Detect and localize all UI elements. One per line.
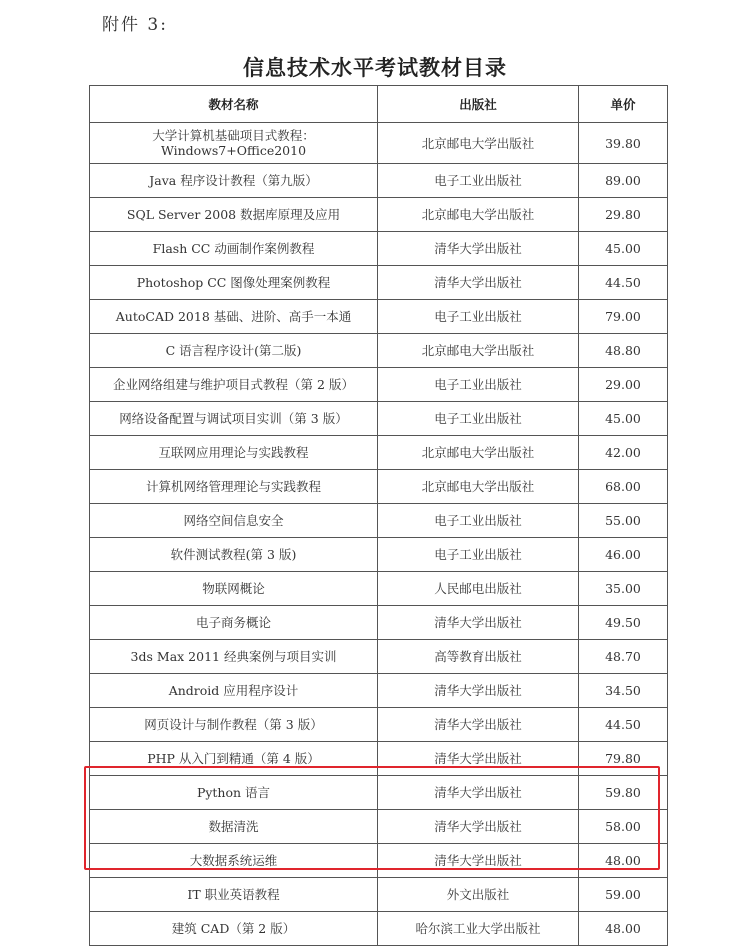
publisher-cell: 清华大学出版社: [378, 844, 579, 878]
publisher-cell: 高等教育出版社: [378, 640, 579, 674]
publisher-cell: 电子工业出版社: [378, 300, 579, 334]
publisher-cell: 电子工业出版社: [378, 504, 579, 538]
price-cell: 39.80: [579, 123, 668, 164]
price-cell: 79.80: [579, 742, 668, 776]
book-name-cell: 数据清洗: [90, 810, 378, 844]
price-cell: 45.00: [579, 232, 668, 266]
price-cell: 48.70: [579, 640, 668, 674]
book-name-cell: 企业网络组建与维护项目式教程（第 2 版）: [90, 368, 378, 402]
document-title: 信息技术水平考试教材目录: [243, 55, 507, 80]
price-cell: 42.00: [579, 436, 668, 470]
book-name-cell: Android 应用程序设计: [90, 674, 378, 708]
publisher-cell: 清华大学出版社: [378, 606, 579, 640]
price-cell: 79.00: [579, 300, 668, 334]
table-row: [90, 742, 668, 776]
table-row: [90, 334, 668, 368]
table-row: [90, 123, 668, 164]
publisher-cell: 北京邮电大学出版社: [378, 436, 579, 470]
publisher-cell: 外文出版社: [378, 878, 579, 912]
publisher-cell: 北京邮电大学出版社: [378, 334, 579, 368]
book-name-cell: 计算机网络管理理论与实践教程: [90, 470, 378, 504]
table-row: [90, 504, 668, 538]
publisher-cell: 清华大学出版社: [378, 266, 579, 300]
table-row: [90, 402, 668, 436]
table-row: [90, 198, 668, 232]
price-cell: 49.50: [579, 606, 668, 640]
book-name-cell: 物联网概论: [90, 572, 378, 606]
price-cell: 48.00: [579, 844, 668, 878]
book-name-cell: [90, 123, 378, 164]
publisher-cell: 清华大学出版社: [378, 776, 579, 810]
table-row: [90, 470, 668, 504]
price-cell: 45.00: [579, 402, 668, 436]
column-header-name: 教材名称: [90, 86, 378, 123]
book-name-cell: 建筑 CAD（第 2 版）: [90, 912, 378, 946]
publisher-cell: 北京邮电大学出版社: [378, 198, 579, 232]
publisher-cell: 清华大学出版社: [378, 742, 579, 776]
book-name-cell: 互联网应用理论与实践教程: [90, 436, 378, 470]
table-row: [90, 708, 668, 742]
price-cell: 44.50: [579, 708, 668, 742]
book-name-cell: C 语言程序设计(第二版): [90, 334, 378, 368]
table-row: [90, 640, 668, 674]
table-row: [90, 232, 668, 266]
table-row: [90, 606, 668, 640]
price-cell: 59.80: [579, 776, 668, 810]
publisher-cell: 人民邮电出版社: [378, 572, 579, 606]
book-name-line-1: 大学计算机基础项目式教程：: [152, 128, 315, 143]
book-name-cell: 电子商务概论: [90, 606, 378, 640]
publisher-cell: 清华大学出版社: [378, 708, 579, 742]
price-cell: 48.80: [579, 334, 668, 368]
book-name-cell: 大数据系统运维: [90, 844, 378, 878]
table-row: [90, 878, 668, 912]
textbook-catalog-table: [89, 85, 668, 946]
table-row-highlighted: [90, 810, 668, 844]
table-row: [90, 538, 668, 572]
price-cell: 34.50: [579, 674, 668, 708]
book-name-cell: PHP 从入门到精通（第 4 版）: [90, 742, 378, 776]
column-header-price: 单价: [579, 86, 668, 123]
publisher-cell: 电子工业出版社: [378, 164, 579, 198]
book-name-cell: Photoshop CC 图像处理案例教程: [90, 266, 378, 300]
price-cell: 46.00: [579, 538, 668, 572]
price-cell: 44.50: [579, 266, 668, 300]
book-name-cell: 3ds Max 2011 经典案例与项目实训: [90, 640, 378, 674]
book-name-cell: AutoCAD 2018 基础、进阶、高手一本通: [90, 300, 378, 334]
table-row: [90, 912, 668, 946]
price-cell: 35.00: [579, 572, 668, 606]
book-name-cell: 网页设计与制作教程（第 3 版）: [90, 708, 378, 742]
table-row-highlighted: [90, 844, 668, 878]
book-name-cell: 软件测试教程(第 3 版): [90, 538, 378, 572]
table-row: [90, 368, 668, 402]
price-cell: 58.00: [579, 810, 668, 844]
book-name-cell: Java 程序设计教程（第九版）: [90, 164, 378, 198]
table-row: [90, 164, 668, 198]
publisher-cell: 哈尔滨工业大学出版社: [378, 912, 579, 946]
table-row-highlighted: [90, 776, 668, 810]
price-cell: 89.00: [579, 164, 668, 198]
publisher-cell: 电子工业出版社: [378, 402, 579, 436]
book-name-cell: 网络空间信息安全: [90, 504, 378, 538]
book-name-cell: SQL Server 2008 数据库原理及应用: [90, 198, 378, 232]
price-cell: 29.80: [579, 198, 668, 232]
book-name-cell: Flash CC 动画制作案例教程: [90, 232, 378, 266]
publisher-cell: 电子工业出版社: [378, 368, 579, 402]
table-row: [90, 300, 668, 334]
price-cell: 48.00: [579, 912, 668, 946]
price-cell: 68.00: [579, 470, 668, 504]
price-cell: 59.00: [579, 878, 668, 912]
publisher-cell: 电子工业出版社: [378, 538, 579, 572]
publisher-cell: 北京邮电大学出版社: [378, 470, 579, 504]
price-cell: 55.00: [579, 504, 668, 538]
publisher-cell: 清华大学出版社: [378, 674, 579, 708]
column-header-publisher: 出版社: [378, 86, 579, 123]
publisher-cell: 清华大学出版社: [378, 232, 579, 266]
book-name-cell: Python 语言: [90, 776, 378, 810]
table-row: [90, 436, 668, 470]
table-row: [90, 266, 668, 300]
book-name-line-2: Windows7+Office2010: [160, 143, 307, 158]
book-name-cell: 网络设备配置与调试项目实训（第 3 版）: [90, 402, 378, 436]
attachment-label: 附件 3:: [102, 15, 168, 35]
book-name-cell: IT 职业英语教程: [90, 878, 378, 912]
price-cell: 29.00: [579, 368, 668, 402]
table-header-row: [90, 86, 668, 123]
publisher-cell: 北京邮电大学出版社: [378, 123, 579, 164]
publisher-cell: 清华大学出版社: [378, 810, 579, 844]
table-row: [90, 572, 668, 606]
table-row: [90, 674, 668, 708]
